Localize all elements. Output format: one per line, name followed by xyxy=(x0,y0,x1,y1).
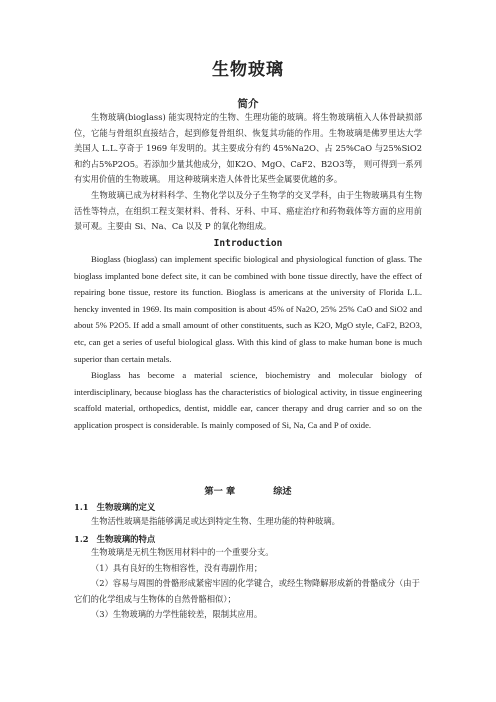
intro-cn-body xyxy=(74,110,422,235)
chapter-heading xyxy=(0,483,496,497)
section-1-1-text: 生物活性玻璃是指能够满足或达到特定生物、生理功能的特种玻璃。 xyxy=(91,516,340,526)
section-1-2-line-2: （1）具有良好的生物相容性，没有毒副作用； xyxy=(91,562,263,573)
section-1-1-number: 1.1 xyxy=(74,502,89,512)
section-1-1-body xyxy=(74,514,422,530)
intro-en-paragraph-2: Bioglass has become a material science, biochemistry and molecular biology of interdisciplinary, because bioglass has the characteristics of biological activity, in tissue engineering scaffold material, orthopedics, dentist, middle ear, cancer therapy and drug carrier and so on the application prospect is considerable. Is mainly composed of Si, Na, Ca and P of oxide. xyxy=(74,370,422,430)
section-1-1-heading xyxy=(74,501,155,513)
chapter-title: 综述 xyxy=(273,486,292,497)
section-1-1-title: 生物玻璃的定义 xyxy=(96,502,156,512)
section-1-2-line-4: （3）生物玻璃的力学性能较差，限制其应用。 xyxy=(91,609,263,620)
intro-en-heading: Introduction xyxy=(213,238,283,249)
section-1-2-heading xyxy=(74,533,155,545)
section-1-2-number: 1.2 xyxy=(74,534,89,544)
intro-cn-heading: 简介 xyxy=(237,98,259,110)
intro-en-body xyxy=(74,251,422,434)
section-1-2-title: 生物玻璃的特点 xyxy=(96,534,156,544)
section-1-2-line-1: 生物玻璃是无机生物医用材料中的一个重要分支。 xyxy=(91,547,274,557)
section-1-2-line-3: （2）容易与周围的骨骼形成紧密牢固的化学键合，或经生物降解形成新的骨骼成分（由于它们的化学组成与生物体的自然骨骼相似）； xyxy=(74,578,420,604)
document-title: 生物玻璃 xyxy=(212,60,284,80)
intro-en-paragraph-1: Bioglass (bioglass) can implement specific biological and physiological function of glass. The bioglass implanted bone defect site, it can be combined with bone tissue directly, have the effect of repairing bone tissue, restore its function. Bioglass is americans at the university of Florida L.L. hencky invented in 1969. Its main composition is about 45% of Na2O, 25% 25% CaO and SiO2 and about 5% P2O5. If add a small amount of other constituents, such as K2O, MgO style, CaF2, B2O3, etc, can get a series of useful biological glass. With this kind of glass to make human bone is much superior than certain metals. xyxy=(74,254,422,364)
intro-cn-paragraph-1: 生物玻璃(bioglass) 能实现特定的生物、生理功能的玻璃。将生物玻璃植入人体骨缺损部位，它能与骨组织直接结合，起到修复骨组织、恢复其功能的作用。生物玻璃是佛罗里达大学美国人 L.L.亨奇于 1969 年发明的。其主要成分有约 45%Na2O、占 25%CaO 与25%SiO2和约占5%P2O5。若添加少量其他成分，如K2O、MgO、CaF2、B2O3等， 则可得到一系列有实用价值的生物玻璃。 用这种玻璃来造人体骨比某些金属要优越的多。 xyxy=(74,112,422,185)
chapter-number: 第一 章 xyxy=(204,486,236,497)
intro-cn-paragraph-2: 生物玻璃已成为材料科学、生物化学以及分子生物学的交叉学科，由于生物玻璃具有生物活性等特点，在组织工程支架材料、骨科、牙科、中耳、癌症治疗和药物载体等方面的应用前景可观。主要由 Si、Na、Ca 以及 P 的氧化物组成。 xyxy=(74,189,422,232)
section-1-2-body xyxy=(74,545,422,623)
